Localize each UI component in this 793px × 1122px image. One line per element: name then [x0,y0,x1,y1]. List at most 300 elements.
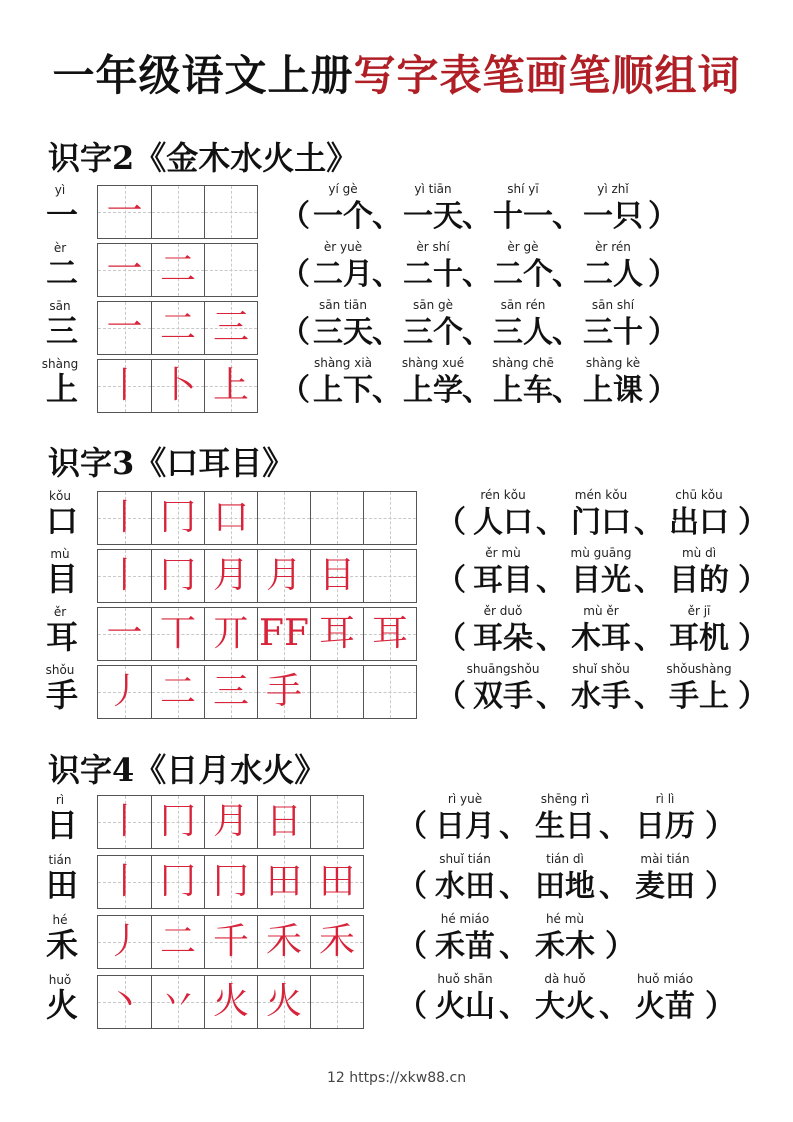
word-pinyin: huǒ shān [437,972,493,986]
separator: 、 [599,869,629,904]
word-pinyin: sān rén [500,298,546,312]
word-pinyin: èr rén [595,240,631,254]
word-text: 出口 [669,505,729,540]
stroke-cell [204,796,257,848]
character-glyph: 禾 [45,926,78,964]
stroke-cell [151,916,204,968]
character-glyph: 口 [45,502,78,540]
separator: 、 [552,257,582,292]
stroke-cell [98,796,151,848]
character-glyph: 田 [45,866,78,904]
stroke-cell [204,916,257,968]
paren-close: ） [705,809,735,844]
vocab-word [310,182,376,237]
stroke-order-grid [97,491,417,545]
stroke-cell [98,360,151,412]
stroke-cell [257,492,310,544]
vocab-word [564,604,638,659]
separator: 、 [599,809,629,844]
paren-open: （ [436,505,466,540]
word-pinyin: hé mù [545,912,585,926]
stroke-cell [257,666,310,718]
stroke-cell [257,608,310,660]
word-pinyin: dà huǒ [544,972,586,986]
stroke-step: 月 [265,555,302,596]
word-pinyin: shǒushàng [666,662,732,676]
character-pinyin: shàng [41,357,79,371]
character-row [0,488,793,543]
character-pinyin: kǒu [49,489,71,503]
stroke-cell [204,666,257,718]
stroke-cell [310,492,363,544]
character-pinyin: tián [48,853,72,867]
word-text: 日月 [435,809,495,844]
stroke-cell [310,666,363,718]
word-pinyin: mù guāng [570,546,632,560]
stroke-cell [257,796,310,848]
word-text: 大火 [535,989,595,1024]
stroke-order-grid [97,855,364,909]
word-text: 三十 [583,315,643,350]
separator: 、 [536,563,566,598]
character-pinyin: shǒu [45,663,75,677]
stroke-step: 耳 [318,613,355,654]
vocab-word [627,972,703,1027]
stroke-step: 丨 [106,365,143,406]
stroke-cell [204,302,257,354]
paren-open: （ [436,621,466,656]
vocab-word [400,298,466,353]
separator: 、 [536,505,566,540]
word-text: 火苗 [635,989,695,1024]
stroke-step: 禾 [318,921,355,962]
word-text: 禾苗 [435,929,495,964]
word-pinyin: ěr jī [687,604,711,618]
separator: 、 [372,199,402,234]
word-text: 上车 [493,373,553,408]
separator: 、 [462,199,492,234]
word-pinyin: chū kǒu [675,488,723,502]
character-glyph: 耳 [45,618,78,656]
word-pinyin: yí gè [328,182,358,196]
stroke-step: 手 [265,671,302,712]
page-title [0,48,793,104]
paren-close: ） [738,505,768,540]
word-text: 水手 [571,679,631,714]
paren-open: （ [397,989,427,1024]
stroke-cell [151,608,204,660]
stroke-step: 二 [159,307,196,348]
stroke-cell [98,550,151,602]
separator: 、 [634,563,664,598]
character-glyph: 一 [45,196,78,234]
word-pinyin: shàng xué [401,356,465,370]
stroke-cell [98,916,151,968]
stroke-order-grid [97,359,258,413]
word-text: 耳目 [473,563,533,598]
word-pinyin: mén kǒu [574,488,628,502]
word-pinyin: shēng rì [540,792,590,806]
character-glyph: 上 [45,370,78,408]
stroke-step: 二 [159,671,196,712]
vocab-word [580,298,646,353]
paren-close: ） [648,199,678,234]
word-text: 二人 [583,257,643,292]
word-text: 十一 [493,199,553,234]
stroke-order-grid [97,915,364,969]
stroke-cell [98,302,151,354]
word-pinyin: rén kǒu [480,488,526,502]
word-pinyin: mù ěr [583,604,619,618]
stroke-step: 三 [212,671,249,712]
stroke-cell [204,244,257,296]
stroke-cell [310,608,363,660]
character-row [0,972,793,1027]
vocab-word [662,662,736,717]
character-pinyin: hé [52,913,68,927]
word-text: 一天 [403,199,463,234]
word-pinyin: yì tiān [414,182,452,196]
character-row [0,912,793,967]
word-text: 二十 [403,257,463,292]
paren-close: ） [738,679,768,714]
paren-open: （ [280,315,310,350]
vocab-word [527,912,603,967]
stroke-cell [310,550,363,602]
separator: 、 [552,199,582,234]
vocab-word [627,792,703,847]
word-text: 上课 [583,373,643,408]
character-row [0,662,793,717]
word-pinyin: ěr mù [485,546,521,560]
character-glyph: 日 [45,806,78,844]
word-text: 耳机 [669,621,729,656]
vocab-word [580,356,646,411]
stroke-cell [151,856,204,908]
word-pinyin: èr shí [416,240,450,254]
stroke-step: 日 [265,801,302,842]
stroke-cell [257,856,310,908]
section-heading: 识字2《金木水火土》 [48,139,359,177]
separator: 、 [372,315,402,350]
stroke-step: 口 [212,497,249,538]
word-pinyin: sān gè [412,298,454,312]
stroke-step: 耳 [371,613,408,654]
word-text: 目光 [571,563,631,598]
vocab-word [466,604,540,659]
section-heading: 识字4《日月水火》 [48,751,327,789]
stroke-cell [310,856,363,908]
word-pinyin: rì yuè [447,792,483,806]
vocab-word [580,240,646,295]
separator: 、 [372,257,402,292]
paren-open: （ [436,679,466,714]
stroke-cell [98,492,151,544]
stroke-step: 冂 [212,861,249,902]
stroke-order-grid [97,243,258,297]
character-pinyin: ěr [53,605,67,619]
stroke-cell [151,360,204,412]
stroke-cell [204,608,257,660]
section-heading: 识字3《口耳目》 [48,444,295,482]
word-pinyin: shuǐ shǒu [572,662,630,676]
stroke-step: 丨 [106,497,143,538]
paren-close: ） [705,989,735,1024]
stroke-step: 田 [318,861,355,902]
title-red: 写字表笔画笔顺组词 [353,51,741,100]
word-pinyin: huǒ miáo [636,972,694,986]
word-text: 手上 [669,679,729,714]
stroke-step: 一 [106,613,143,654]
stroke-step: 冂 [159,555,196,596]
stroke-cell [204,976,257,1028]
vocab-word [490,356,556,411]
page-footer: 12 https://xkw88.cn [326,1070,467,1086]
character-glyph: 火 [45,986,78,1024]
character-row [0,298,793,353]
vocab-word [490,298,556,353]
word-text: 二个 [493,257,553,292]
word-pinyin: shuǐ tián [439,852,491,866]
stroke-cell [257,550,310,602]
stroke-step: 丶 [106,981,143,1022]
stroke-cell [204,360,257,412]
character-pinyin: huǒ [48,973,72,987]
stroke-cell [363,666,416,718]
stroke-cell [204,492,257,544]
vocab-word [427,972,503,1027]
stroke-step: 冂 [159,801,196,842]
word-pinyin: shí yī [507,182,539,196]
vocab-word [400,182,466,237]
vocab-word [662,604,736,659]
stroke-cell [151,976,204,1028]
title-black: 一年级语文上册 [52,51,354,100]
character-row [0,792,793,847]
vocab-word [564,488,638,543]
stroke-order-grid [97,975,364,1029]
separator: 、 [552,373,582,408]
paren-close: ） [738,563,768,598]
vocab-word [490,182,556,237]
character-row [0,604,793,659]
paren-close: ） [605,929,635,964]
character-glyph: 手 [45,676,78,714]
separator: 、 [536,621,566,656]
character-row [0,546,793,601]
stroke-cell [257,976,310,1028]
separator: 、 [552,315,582,350]
paren-close: ） [738,621,768,656]
stroke-step: 丷 [159,981,196,1022]
word-text: 一只 [583,199,643,234]
word-pinyin: rì lì [655,792,675,806]
vocab-word [564,546,638,601]
paren-close: ） [648,315,678,350]
stroke-step: 冂 [159,497,196,538]
vocab-word [427,792,503,847]
stroke-cell [151,550,204,602]
word-text: 麦田 [635,869,695,904]
word-text: 木耳 [571,621,631,656]
stroke-step: 冂 [159,861,196,902]
vocab-word [527,792,603,847]
word-text: 水田 [435,869,495,904]
character-glyph: 目 [45,560,78,598]
paren-open: （ [280,257,310,292]
vocab-word [527,972,603,1027]
separator: 、 [462,315,492,350]
stroke-step: 火 [212,981,249,1022]
stroke-step: 一 [106,307,143,348]
stroke-step: 二 [159,921,196,962]
word-text: 生日 [535,809,595,844]
stroke-step: 千 [212,921,249,962]
separator: 、 [499,869,529,904]
word-pinyin: sān shí [591,298,635,312]
character-row [0,240,793,295]
word-pinyin: shàng xià [313,356,373,370]
character-row [0,356,793,411]
stroke-cell [98,976,151,1028]
word-pinyin: shàng chē [492,356,554,370]
word-text: 耳朵 [473,621,533,656]
separator: 、 [599,989,629,1024]
stroke-cell [151,244,204,296]
paren-open: （ [436,563,466,598]
word-pinyin: èr yuè [323,240,363,254]
word-pinyin: tián dì [546,852,584,866]
stroke-cell [98,186,151,238]
separator: 、 [462,373,492,408]
vocab-word [662,546,736,601]
stroke-cell [98,856,151,908]
stroke-cell [98,666,151,718]
stroke-step: 一 [106,249,143,290]
stroke-cell [363,608,416,660]
vocab-word [427,852,503,907]
stroke-step: 丿 [106,921,143,962]
stroke-step: 上 [212,365,249,406]
character-pinyin: yì [54,183,66,197]
stroke-step: 卜 [159,365,196,406]
stroke-order-grid [97,795,364,849]
word-text: 人口 [473,505,533,540]
paren-open: （ [397,869,427,904]
paren-close: ） [648,373,678,408]
separator: 、 [499,989,529,1024]
stroke-step: 月 [212,555,249,596]
word-text: 二月 [313,257,373,292]
vocab-word [466,662,540,717]
word-pinyin: mù dì [681,546,717,560]
vocab-word [400,356,466,411]
stroke-step: 月 [212,801,249,842]
stroke-cell [151,492,204,544]
word-text: 三人 [493,315,553,350]
stroke-step: 一 [106,191,143,232]
stroke-step: 丅 [159,613,196,654]
stroke-step: 丨 [106,555,143,596]
stroke-cell [151,302,204,354]
stroke-step: 田 [265,861,302,902]
separator: 、 [372,373,402,408]
stroke-order-grid [97,549,417,603]
stroke-step: 禾 [265,921,302,962]
separator: 、 [536,679,566,714]
word-pinyin: hé miáo [440,912,490,926]
separator: 、 [634,505,664,540]
word-pinyin: shuāngshǒu [466,662,540,676]
separator: 、 [499,929,529,964]
stroke-cell [310,796,363,848]
stroke-step: 丨 [106,861,143,902]
stroke-cell [363,550,416,602]
stroke-order-grid [97,301,258,355]
word-text: 上学 [403,373,463,408]
character-row [0,182,793,237]
stroke-step: 火 [265,981,302,1022]
word-text: 上下 [313,373,373,408]
vocab-word [310,298,376,353]
vocab-word [527,852,603,907]
character-pinyin: mù [50,547,70,561]
vocab-word [400,240,466,295]
paren-close: ） [648,257,678,292]
vocab-word [310,356,376,411]
word-pinyin: ěr duǒ [483,604,523,618]
stroke-cell [98,244,151,296]
word-text: 三个 [403,315,463,350]
stroke-step: 丿 [106,671,143,712]
word-pinyin: yì zhǐ [597,182,629,196]
stroke-step: 丨 [106,801,143,842]
stroke-cell [204,856,257,908]
stroke-step: 二 [159,249,196,290]
vocab-word [580,182,646,237]
stroke-step: 丌 [212,613,249,654]
stroke-step: 三 [212,307,249,348]
stroke-cell [363,492,416,544]
separator: 、 [634,679,664,714]
vocab-word [627,852,703,907]
paren-open: （ [397,809,427,844]
vocab-word [490,240,556,295]
stroke-step: FF [259,613,309,654]
stroke-cell [151,186,204,238]
word-pinyin: shàng kè [585,356,641,370]
vocab-word [662,488,736,543]
stroke-step: 目 [318,555,355,596]
word-text: 三天 [313,315,373,350]
word-text: 日历 [635,809,695,844]
paren-close: ） [705,869,735,904]
paren-open: （ [397,929,427,964]
character-row [0,852,793,907]
stroke-cell [151,796,204,848]
paren-open: （ [280,199,310,234]
word-pinyin: mài tián [640,852,690,866]
separator: 、 [462,257,492,292]
vocab-word [466,488,540,543]
word-text: 火山 [435,989,495,1024]
stroke-cell [204,186,257,238]
separator: 、 [499,809,529,844]
stroke-order-grid [97,607,417,661]
word-text: 禾木 [535,929,595,964]
separator: 、 [634,621,664,656]
stroke-cell [257,916,310,968]
